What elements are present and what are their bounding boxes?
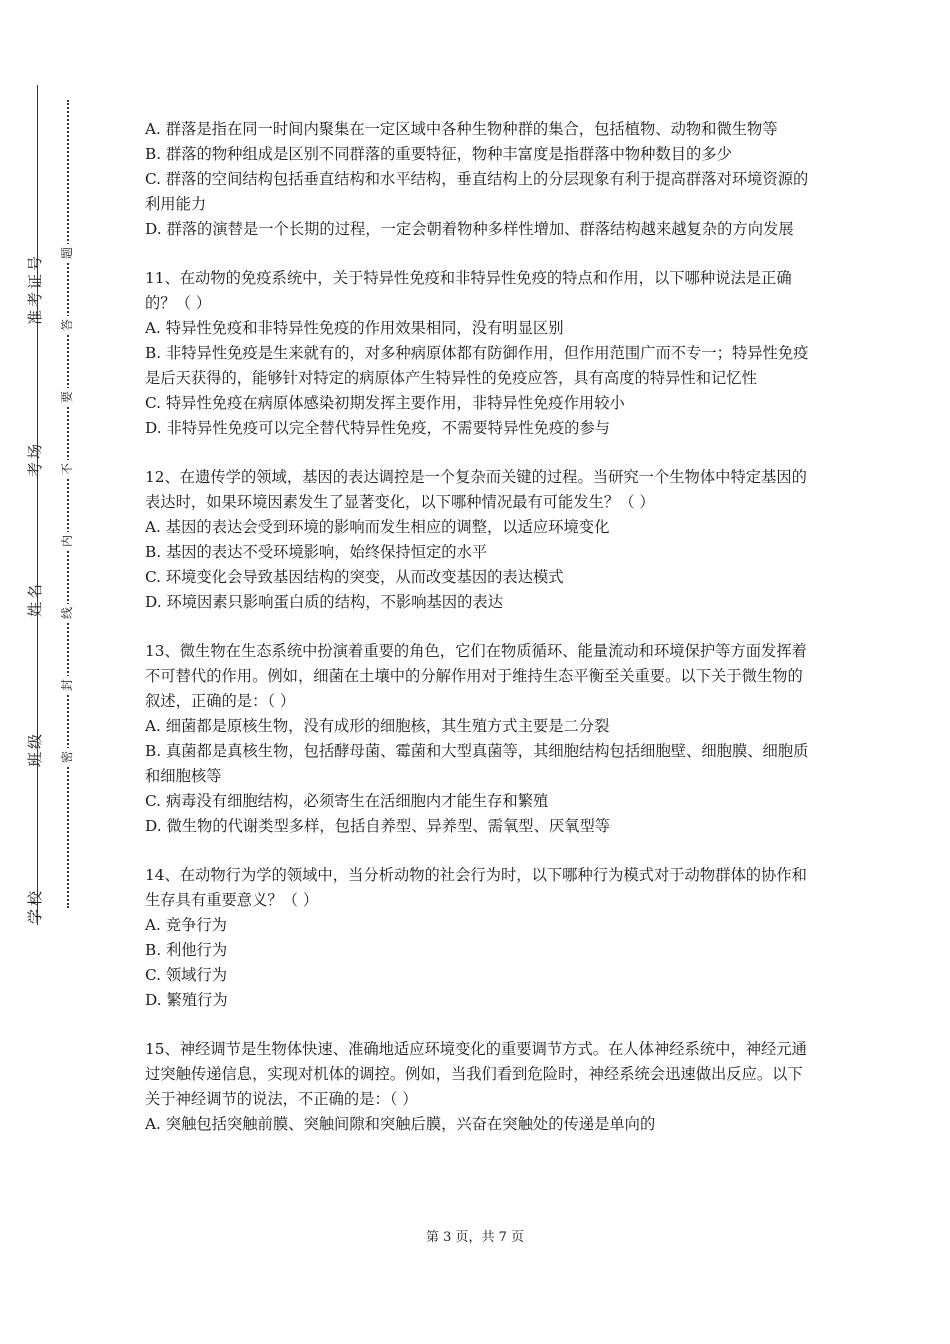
class-label: 班级 (26, 731, 44, 768)
exam-room-label: 考场 (26, 441, 44, 478)
option-a: A. 竞争行为 (145, 916, 227, 934)
option-b: B. 利他行为 (145, 941, 228, 959)
school-label: 学校 (26, 888, 44, 925)
dotted-char-bu: 不 (58, 460, 76, 478)
question-stem: 11、在动物的免疫系统中，关于特异性免疫和非特异性免疫的特点和作用，以下哪种说法是正确的？（ ） (145, 269, 792, 312)
dotted-char-nei: 内 (58, 532, 76, 550)
question-13 (145, 639, 810, 839)
question-15 (145, 1037, 810, 1137)
dotted-char-feng: 封 (58, 676, 76, 694)
page-number: 第 3 页，共 7 页 (425, 1230, 525, 1245)
binding-solid-line (37, 85, 38, 925)
dotted-char-da: 答 (58, 316, 76, 334)
dotted-char-yao: 要 (58, 388, 76, 406)
option-b: B. 真菌都是真核生物，包括酵母菌、霉菌和大型真菌等，其细胞结构包括细胞壁、细胞膜、细胞质和细胞核等 (145, 742, 809, 785)
dotted-char-mi: 密 (58, 748, 76, 766)
question-11 (145, 266, 810, 441)
binding-dotted-line (67, 100, 69, 908)
option-b: B. 群落的物种组成是区别不同群落的重要特征，物种丰富度是指群落中物种数目的多少 (145, 145, 732, 163)
option-d: D. 非特异性免疫可以完全替代特异性免疫，不需要特异性免疫的参与 (145, 419, 611, 437)
option-d: D. 环境因素只影响蛋白质的结构，不影响基因的表达 (145, 593, 503, 611)
option-a: A. 细菌都是原核生物，没有成形的细胞核，其生殖方式主要是二分裂 (145, 717, 610, 735)
option-c: C. 特异性免疫在病原体感染初期发挥主要作用，非特异性免疫作用较小 (145, 394, 625, 412)
option-d: D. 群落的演替是一个长期的过程，一定会朝着物种多样性增加、群落结构越来越复杂的方向发展 (145, 220, 794, 238)
question-stem: 15、神经调节是生物体快速、准确地适应环境变化的重要调节方式。在人体神经系统中，神经元通过突触传递信息，实现对机体的调控。例如，当我们看到危险时，神经系统会迅速做出反应。以下关于神经调节的说法，不正确的是：（ ） (145, 1040, 807, 1108)
question-stem: 12、在遗传学的领域，基因的表达调控是一个复杂而关键的过程。当研究一个生物体中特定基因的表达时，如果环境因素发生了显著变化，以下哪种情况最有可能发生？（ ） (145, 468, 807, 511)
question-stem: 13、微生物在生态系统中扮演着重要的角色，它们在物质循环、能量流动和环境保护等方面发挥着不可替代的作用。例如，细菌在土壤中的分解作用对于维持生态平衡至关重要。以下关于微生物的叙述，正确的是：（ ） (145, 642, 807, 710)
dotted-char-ti: 题 (58, 244, 76, 262)
option-c: C. 病毒没有细胞结构，必须寄生在活细胞内才能生存和繁殖 (145, 792, 549, 810)
dotted-char-xian: 线 (58, 604, 76, 622)
question-stem: 14、在动物行为学的领域中，当分析动物的社会行为时，以下哪种行为模式对于动物群体的协作和生存具有重要意义？（ ） (145, 866, 807, 909)
question-12 (145, 465, 810, 615)
name-label: 姓名 (26, 581, 44, 618)
question-14 (145, 863, 810, 1013)
option-b: B. 非特异性免疫是生来就有的，对多种病原体都有防御作用，但作用范围广而不专一；特异性免疫是后天获得的，能够针对特定的病原体产生特异性的免疫应答，具有高度的特异性和记忆性 (145, 344, 809, 387)
option-a: A. 特异性免疫和非特异性免疫的作用效果相同，没有明显区别 (145, 319, 564, 337)
option-a: A. 基因的表达会受到环境的影响而发生相应的调整，以适应环境变化 (145, 518, 610, 536)
option-d: D. 繁殖行为 (145, 991, 228, 1009)
option-c: C. 领域行为 (145, 966, 228, 984)
option-b: B. 基因的表达不受环境影响，始终保持恒定的水平 (145, 543, 488, 561)
exam-number-label: 准考证号 (26, 253, 44, 326)
option-c: C. 群落的空间结构包括垂直结构和水平结构，垂直结构上的分层现象有利于提高群落对环境资源的利用能力 (145, 170, 809, 213)
question-10-continued (145, 117, 810, 242)
option-a: A. 突触包括突触前膜、突触间隙和突触后膜，兴奋在突触处的传递是单向的 (145, 1115, 656, 1133)
option-a: A. 群落是指在同一时间内聚集在一定区域中各种生物种群的集合，包括植物、动物和微生物等 (145, 120, 778, 138)
option-d: D. 微生物的代谢类型多样，包括自养型、异养型、需氧型、厌氧型等 (145, 817, 611, 835)
option-c: C. 环境变化会导致基因结构的突变，从而改变基因的表达模式 (145, 568, 564, 586)
question-list (145, 117, 810, 1161)
